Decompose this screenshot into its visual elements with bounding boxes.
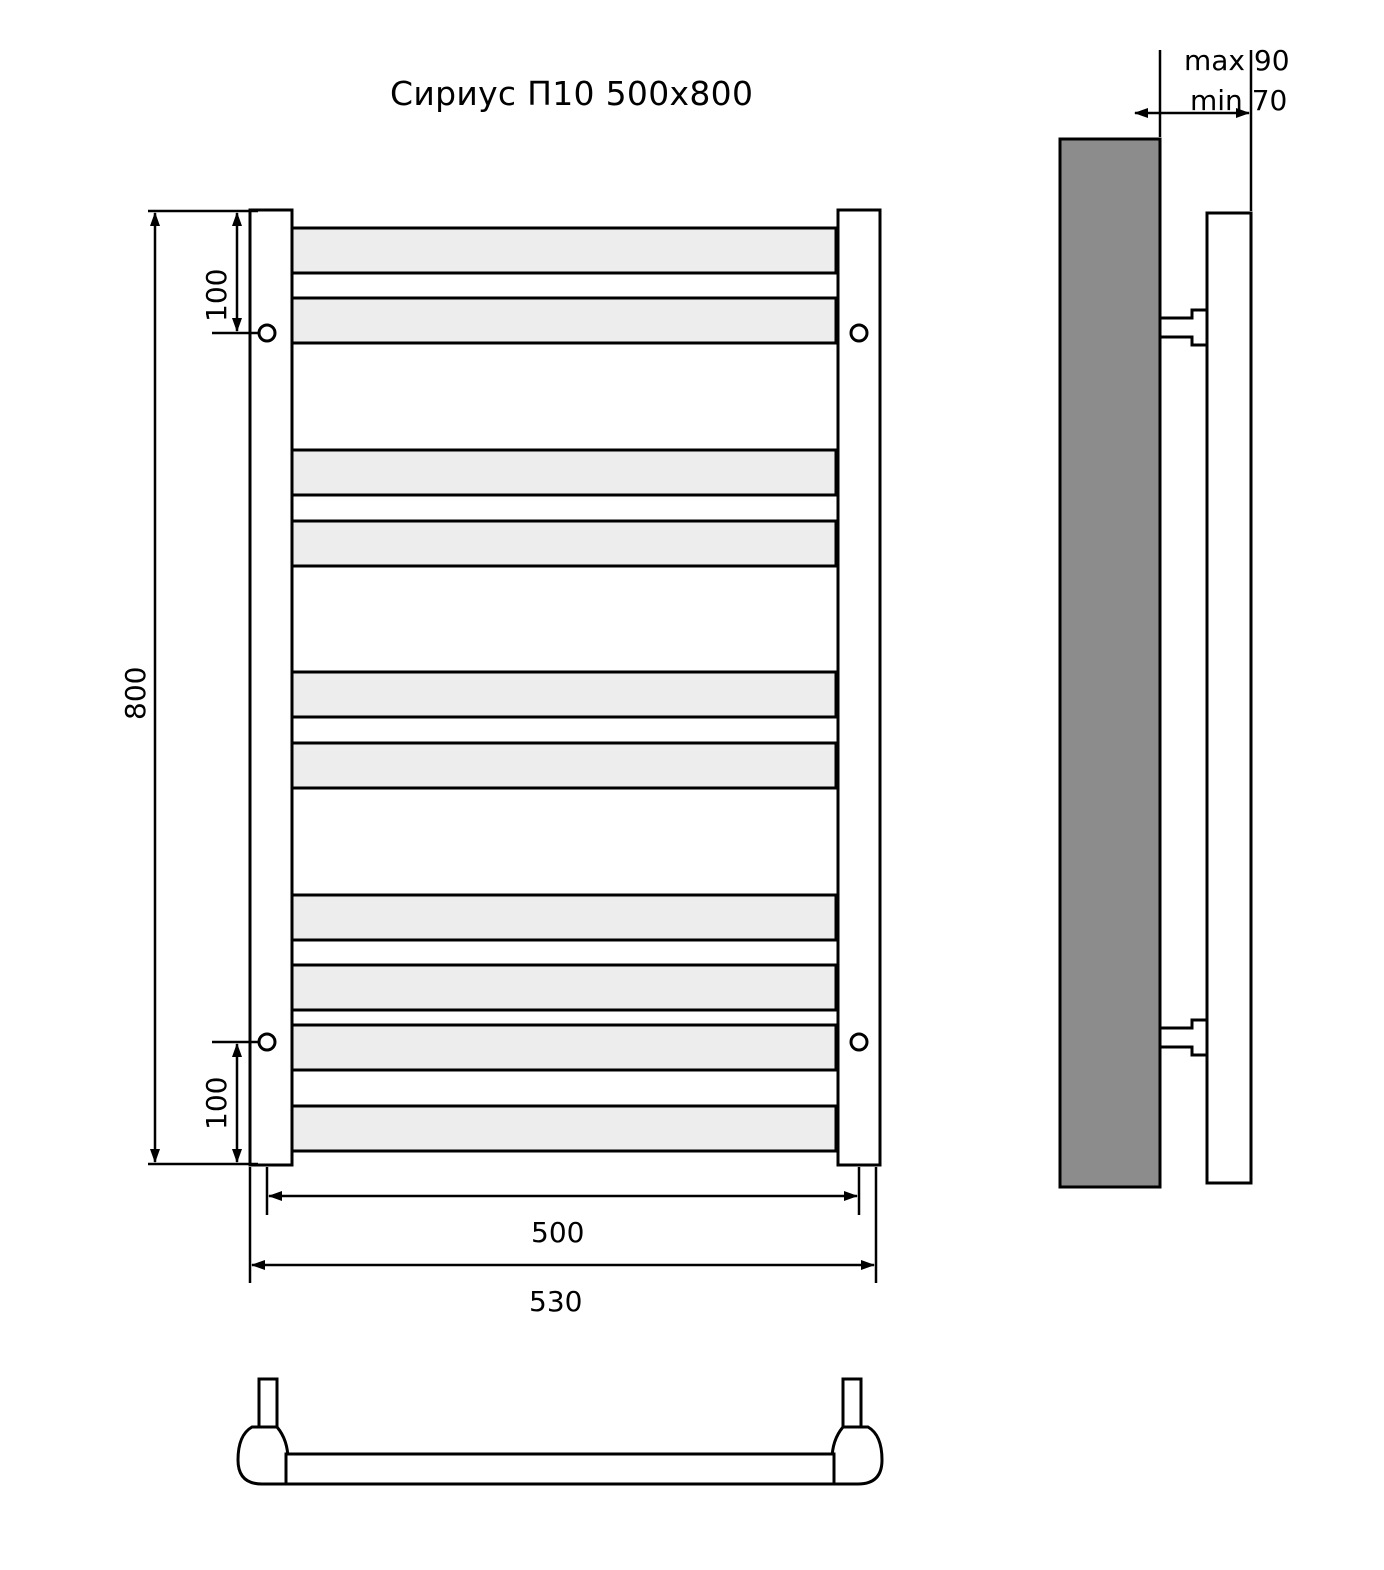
rail xyxy=(283,895,836,940)
post-right xyxy=(838,210,880,1165)
bottom-connector-right-elbow xyxy=(832,1427,882,1484)
dimension-label-min-70: min 70 xyxy=(1190,84,1288,117)
dimension-label-height-800: 800 xyxy=(119,666,152,720)
rail xyxy=(283,1025,836,1070)
post-left xyxy=(250,210,292,1165)
bottom-connector-right-stem xyxy=(843,1379,861,1427)
bracket-bottom xyxy=(1160,1020,1207,1055)
mount-point-bottom-left xyxy=(259,1034,275,1050)
bottom-view xyxy=(238,1379,882,1484)
side-profile xyxy=(1207,213,1251,1183)
page-title: Сириус П10 500x800 xyxy=(390,74,754,113)
mount-point-top-left xyxy=(259,325,275,341)
dimension-label-max-90: max 90 xyxy=(1184,44,1290,77)
rail-group xyxy=(283,228,836,1151)
rail xyxy=(283,298,836,343)
mount-point-top-right xyxy=(851,325,867,341)
rail xyxy=(283,450,836,495)
bottom-connector-left-stem xyxy=(259,1379,277,1427)
wall-block xyxy=(1060,139,1160,1187)
rail xyxy=(283,743,836,788)
bottom-connector-left-elbow xyxy=(238,1427,288,1484)
rail xyxy=(283,1106,836,1151)
bracket-top xyxy=(1160,310,1207,345)
side-view xyxy=(1060,50,1251,1187)
rail xyxy=(283,521,836,566)
rail xyxy=(283,965,836,1010)
dimension-label-width-500: 500 xyxy=(531,1216,585,1249)
bottom-bar xyxy=(286,1454,834,1484)
dimension-label-bottom-100: 100 xyxy=(200,1076,233,1130)
rail xyxy=(283,228,836,273)
dimension-label-width-530: 530 xyxy=(529,1285,583,1318)
rail xyxy=(283,672,836,717)
mount-point-bottom-right xyxy=(851,1034,867,1050)
front-view xyxy=(250,210,880,1165)
dimension-label-top-100: 100 xyxy=(200,268,233,322)
